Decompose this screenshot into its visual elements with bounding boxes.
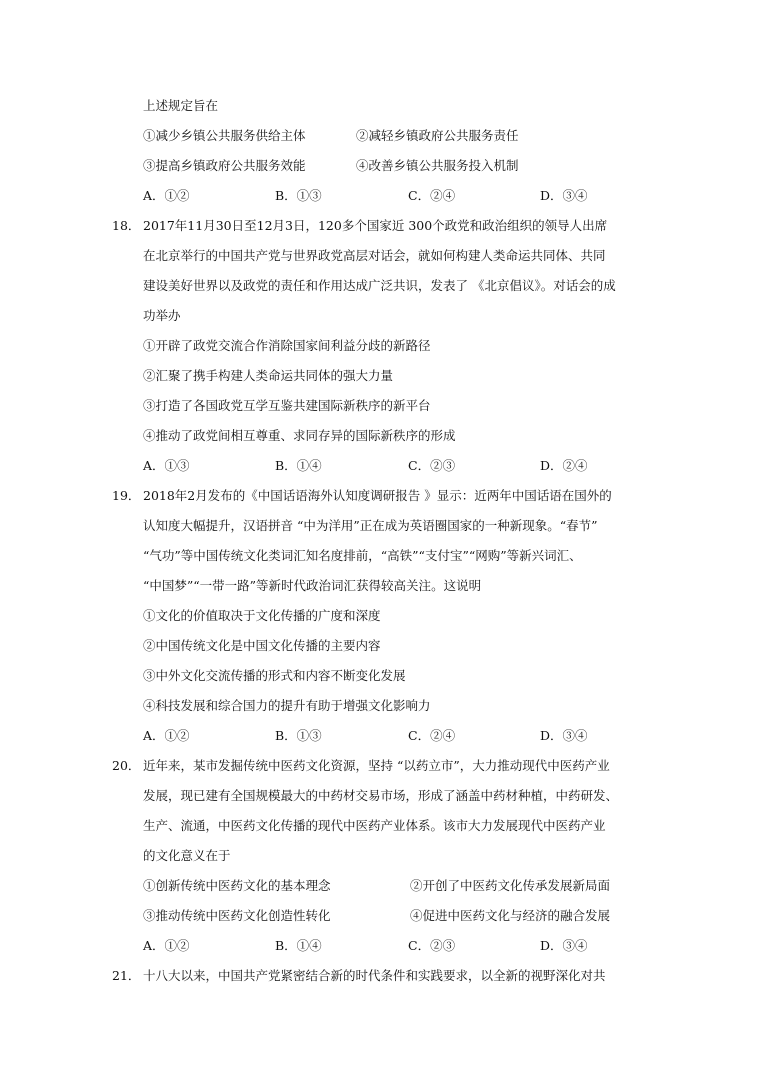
q18-stem-line-1: 2017年11月30日至12月3日，120多个国家近 300个政党和政治组织的领导人出席 bbox=[143, 218, 608, 233]
q17-statement-3: ③提高乡镇政府公共服务效能 bbox=[143, 158, 306, 173]
q19-choice-b: B．①③ bbox=[275, 728, 322, 743]
q19-stem-line-4: “中国梦”“一带一路”等新时代政治词汇获得较高关注。这说明 bbox=[143, 578, 482, 593]
q21-number: 21． bbox=[112, 968, 141, 983]
q19-statement-4: ④科技发展和综合国力的提升有助于增强文化影响力 bbox=[143, 698, 431, 713]
q18-statement-3: ③打造了各国政党互学互鉴共建国际新秩序的新平台 bbox=[143, 398, 431, 413]
q19-choice-c: C．②④ bbox=[408, 728, 456, 743]
q19-statement-3: ③中外文化交流传播的形式和内容不断变化发展 bbox=[143, 668, 406, 683]
q17-choice-b: B．①③ bbox=[275, 188, 322, 203]
q17-statement-1: ①减少乡镇公共服务供给主体 bbox=[143, 128, 306, 143]
q17-statement-2: ②减轻乡镇政府公共服务责任 bbox=[356, 128, 519, 143]
q19-statement-2: ②中国传统文化是中国文化传播的主要内容 bbox=[143, 638, 381, 653]
q17-choice-d: D．③④ bbox=[540, 188, 588, 203]
q20-choice-c: C．②③ bbox=[408, 938, 456, 953]
q18-choice-d: D．②④ bbox=[540, 458, 588, 473]
q18-statement-2: ②汇聚了携手构建人类命运共同体的强大力量 bbox=[143, 368, 394, 383]
q19-stem-line-3: “气功”等中国传统文化类词汇知名度排前，“高铁”“支付宝”“网购”等新兴词汇、 bbox=[143, 548, 582, 563]
q20-stem-line-3: 生产、流通，中医药文化传播的现代中医药产业体系。该市大力发展现代中医药产业 bbox=[143, 818, 606, 833]
q20-choice-d: D．③④ bbox=[540, 938, 588, 953]
q17-stem-tail: 上述规定旨在 bbox=[143, 98, 219, 113]
q20-stem-line-1: 近年来，某市发掘传统中医药文化资源，坚持 “以药立市”，大力推动现代中医药产业 bbox=[143, 758, 610, 773]
q18-number: 18． bbox=[112, 218, 141, 233]
q18-stem-line-3: 建设美好世界以及政党的责任和作用达成广泛共识，发表了 《北京倡议》。对话会的成 bbox=[143, 278, 616, 293]
q18-stem-line-4: 功举办 bbox=[143, 308, 181, 323]
q20-choice-a: A．①② bbox=[143, 938, 190, 953]
q20-stem-line-4: 的文化意义在于 bbox=[143, 848, 231, 863]
q17-statement-4: ④改善乡镇公共服务投入机制 bbox=[356, 158, 519, 173]
q19-number: 19． bbox=[112, 488, 141, 503]
q19-stem-line-1: 2018年2月发布的《中国话语海外认知度调研报告 》显示：近两年中国话语在国外的 bbox=[143, 488, 612, 503]
q18-statement-4: ④推动了政党间相互尊重、求同存异的国际新秩序的形成 bbox=[143, 428, 456, 443]
q18-choice-a: A．①③ bbox=[143, 458, 190, 473]
q18-choice-b: B．①④ bbox=[275, 458, 322, 473]
q17-choice-c: C．②④ bbox=[408, 188, 456, 203]
q19-choice-a: A．①② bbox=[143, 728, 190, 743]
q17-choice-a: A．①② bbox=[143, 188, 190, 203]
q20-statement-2: ②开创了中医药文化传承发展新局面 bbox=[410, 878, 611, 893]
q21-stem-line-1: 十八大以来，中国共产党紧密结合新的时代条件和实践要求，以全新的视野深化对共 bbox=[143, 968, 606, 983]
q20-statement-4: ④促进中医药文化与经济的融合发展 bbox=[410, 908, 611, 923]
q20-statement-3: ③推动传统中医药文化创造性转化 bbox=[143, 908, 331, 923]
q19-choice-d: D．③④ bbox=[540, 728, 588, 743]
q20-choice-b: B．①④ bbox=[275, 938, 322, 953]
q18-stem-line-2: 在北京举行的中国共产党与世界政党高层对话会，就如何构建人类命运共同体、共同 bbox=[143, 248, 606, 263]
q20-statement-1: ①创新传统中医药文化的基本理念 bbox=[143, 878, 331, 893]
q18-statement-1: ①开辟了政党交流合作消除国家间利益分歧的新路径 bbox=[143, 338, 431, 353]
q19-stem-line-2: 认知度大幅提升，汉语拼音 “中为洋用”正在成为英语圈国家的一种新现象。“春节” bbox=[143, 518, 598, 533]
q18-choice-c: C．②③ bbox=[408, 458, 456, 473]
q19-statement-1: ①文化的价值取决于文化传播的广度和深度 bbox=[143, 608, 381, 623]
q20-stem-line-2: 发展，现已建有全国规模最大的中药材交易市场，形成了涵盖中药材种植，中药研发、 bbox=[143, 788, 619, 803]
q20-number: 20． bbox=[112, 758, 141, 773]
